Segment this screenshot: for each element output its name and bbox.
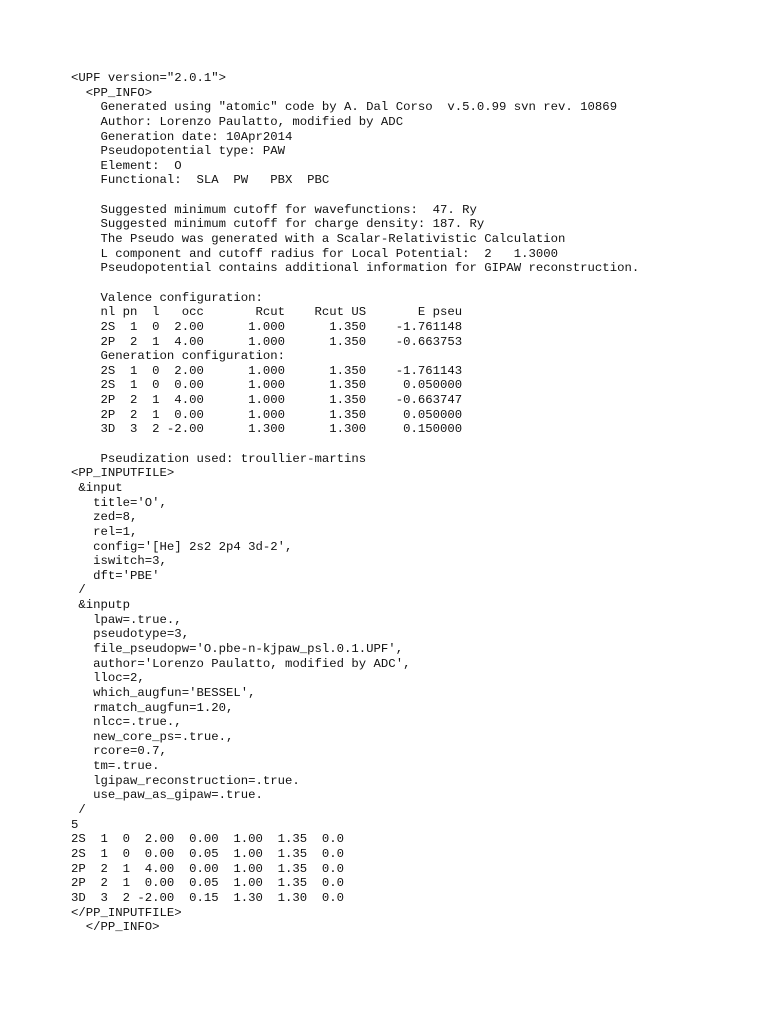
document-line: 2P 2 1 4.00 1.000 1.350 -0.663747 — [71, 393, 463, 408]
document-line: file_pseudopw='O.pbe-n-kjpaw_psl.0.1.UPF', — [71, 641, 404, 656]
document-line: 2P 2 1 0.00 1.000 1.350 0.050000 — [71, 407, 463, 422]
document-line: Pseudization used: troullier-martins — [71, 451, 367, 466]
document-line: 3D 3 2 -2.00 1.300 1.300 0.150000 — [71, 422, 463, 437]
document-line: zed=8, — [71, 510, 138, 525]
document-line: lgipaw_reconstruction=.true. — [71, 773, 300, 788]
document-line: <PP_INFO> — [71, 85, 153, 100]
document-line: Generated using "atomic" code by A. Dal Corso v.5.0.99 svn rev. 10869 — [71, 100, 618, 115]
document-line: nlcc=.true., — [71, 715, 182, 730]
document-line: Functional: SLA PW PBX PBC — [71, 173, 330, 188]
document-line — [71, 437, 751, 452]
document-line: Suggested minimum cutoff for charge density: 187. Ry — [71, 217, 485, 232]
document-line: <UPF version="2.0.1"> — [71, 71, 226, 85]
document-line: nl pn l occ Rcut Rcut US E pseu — [71, 305, 463, 320]
document-line: / — [71, 803, 86, 818]
document-line: Author: Lorenzo Paulatto, modified by ADC — [71, 114, 404, 129]
document-line: which_augfun='BESSEL', — [71, 685, 256, 700]
document-line: config='[He] 2s2 2p4 3d-2', — [71, 539, 293, 554]
document-line: title='O', — [71, 495, 167, 510]
document-line: 2S 1 0 2.00 1.000 1.350 -1.761148 — [71, 319, 463, 334]
document-line: lpaw=.true., — [71, 612, 182, 627]
document-line: 2P 2 1 0.00 0.05 1.00 1.35 0.0 — [71, 876, 345, 891]
document-line: Generation configuration: — [71, 349, 286, 364]
document-line: 5 — [71, 817, 79, 832]
document-line: Pseudopotential type: PAW — [71, 144, 286, 159]
document-line: The Pseudo was generated with a Scalar-Relativistic Calculation — [71, 232, 566, 247]
document-line: 2P 2 1 4.00 1.000 1.350 -0.663753 — [71, 334, 463, 349]
document-line: tm=.true. — [71, 759, 160, 774]
document-line: Pseudopotential contains additional information for GIPAW reconstruction. — [71, 261, 640, 276]
document-line: rmatch_augfun=1.20, — [71, 700, 234, 715]
document-line: Element: O — [71, 158, 182, 173]
document-line: 2S 1 0 2.00 0.00 1.00 1.35 0.0 — [71, 832, 345, 847]
document-line: iswitch=3, — [71, 554, 167, 569]
document-line: <PP_INPUTFILE> — [71, 466, 175, 481]
document-line: lloc=2, — [71, 671, 145, 686]
document-line: rcore=0.7, — [71, 744, 167, 759]
document-line: L component and cutoff radius for Local Potential: 2 1.3000 — [71, 246, 559, 261]
document-line: &input — [71, 480, 123, 495]
document-line — [71, 188, 751, 203]
document-line: </PP_INFO> — [71, 920, 160, 935]
document-line: &inputp — [71, 598, 131, 613]
document-line: use_paw_as_gipaw=.true. — [71, 788, 263, 803]
document-line: Valence configuration: — [71, 290, 263, 305]
document-line: 2S 1 0 2.00 1.000 1.350 -1.761143 — [71, 363, 463, 378]
document-line: 2S 1 0 0.00 0.05 1.00 1.35 0.0 — [71, 846, 345, 861]
document-line: pseudotype=3, — [71, 627, 190, 642]
document-line: dft='PBE' — [71, 568, 160, 583]
document-line: new_core_ps=.true., — [71, 729, 234, 744]
upf-document — [71, 71, 751, 935]
document-line: Suggested minimum cutoff for wavefunctions: 47. Ry — [71, 202, 477, 217]
document-line: 3D 3 2 -2.00 0.15 1.30 1.30 0.0 — [71, 890, 345, 905]
document-line: author='Lorenzo Paulatto, modified by ADC', — [71, 656, 411, 671]
document-line: 2S 1 0 0.00 1.000 1.350 0.050000 — [71, 378, 463, 393]
document-line: </PP_INPUTFILE> — [71, 905, 182, 920]
document-line: 2P 2 1 4.00 0.00 1.00 1.35 0.0 — [71, 861, 345, 876]
document-line: rel=1, — [71, 524, 138, 539]
document-line — [71, 276, 751, 291]
document-line: Generation date: 10Apr2014 — [71, 129, 293, 144]
document-line: / — [71, 583, 86, 598]
